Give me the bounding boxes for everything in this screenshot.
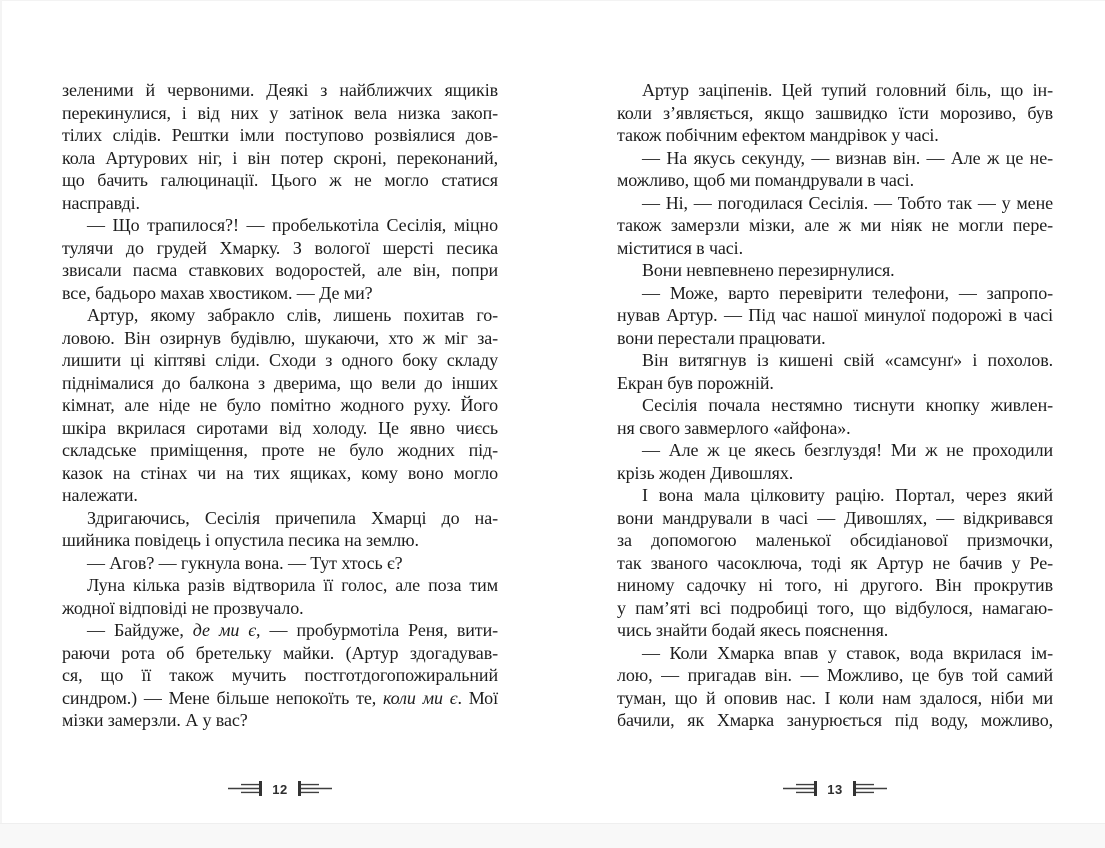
text-line: — Може, варто перевірити телефони, — запропо- bbox=[642, 282, 1053, 303]
text-line: — Ні, — погодилася Сесілія. — Тобто так — у мене bbox=[642, 192, 1053, 213]
text-line: — Що трапилося?! — пробелькотіла Сесілія, міцно bbox=[87, 215, 498, 235]
text-line: бачили, як Хмарка занурюється під воду, можливо, bbox=[617, 710, 1053, 730]
text-line: І вона мала цілковиту рацію. Портал, через який bbox=[642, 485, 1053, 505]
text-line: казок на стінах чи на тих ящиках, кому воно могло bbox=[62, 462, 498, 483]
text-line: Сесілія почала нестямно тиснути кнопку живлен- bbox=[642, 395, 1053, 415]
page-12-text bbox=[62, 79, 498, 732]
folio-rule-right-icon bbox=[851, 781, 887, 796]
text-line: Артур заціпенів. Цей тупий головний біль, що ін- bbox=[642, 80, 1053, 100]
text-line: вони мандрували в часі — Дивошлях, — відкривався bbox=[617, 507, 1053, 528]
text-line: перекинулися, і від них у затінок вела низка закоп- bbox=[62, 102, 498, 123]
text-line: кола Артурових ніг, і він потер скроні, переконаний, bbox=[62, 147, 498, 168]
text-line: Артур, якому забракло слів, лишень похитав го- bbox=[87, 305, 498, 325]
text-line: так званого часоключа, тоді як Артур не бачив у Ре- bbox=[617, 552, 1053, 573]
text-line: — Але ж це якесь безглуздя! Ми ж не проходили bbox=[642, 440, 1053, 460]
text-line: піднімалися до балкона з дверима, що вели до інших bbox=[62, 372, 498, 393]
text-line: мізки замерзли. А у вас? bbox=[62, 710, 248, 730]
text-line: також замерзли мізки, але ж ми ніяк не могли пере- bbox=[617, 215, 1053, 235]
text-line: лишити ці кіптяві сліди. Сходи з одного боку складу bbox=[62, 350, 498, 370]
page-bottom-shadow bbox=[0, 823, 1105, 848]
page-13-text bbox=[617, 79, 1053, 732]
text-line: крізь жоден Дивошлях. bbox=[617, 462, 794, 483]
text-line: ловою. Він озирнув будівлю, шукаючи, хто ж міг за- bbox=[62, 327, 498, 348]
text-line: — На якусь секунду, — визнав він. — Але ж це не- bbox=[642, 147, 1053, 168]
text-line: — Коли Хмарка впав у ставок, вода вкрилася ім- bbox=[642, 642, 1053, 663]
folio-rule-left-icon bbox=[783, 781, 819, 796]
text-line: ниному садочку ні того, ні другого. Він прокрутив bbox=[617, 575, 1053, 595]
folio-rule-left-icon bbox=[228, 781, 264, 796]
text-line: належати. bbox=[62, 485, 138, 505]
text-line: Здригаючись, Сесілія причепила Хмарці до на- bbox=[87, 507, 498, 528]
text-line: Він витягнув із кишені свій «самсунґ» і похолов. bbox=[642, 350, 1053, 370]
text-line: що бачить галюцинації. Цього ж не могло статися bbox=[62, 170, 498, 190]
text-line: у пам’яті всі подробиці того, що відбулося, намагаю- bbox=[617, 597, 1053, 618]
text-line: ня свого завмерлого «айфона». bbox=[617, 417, 851, 438]
text-line: міститися в часі. bbox=[617, 237, 743, 258]
page-left-edge bbox=[0, 0, 2, 847]
text-line: Луна кілька разів відтворила її голос, але поза тим bbox=[87, 575, 498, 595]
text-line: чись знайти бодай якесь пояснення. bbox=[617, 620, 889, 640]
text-line: лою, — пригадав він. — Можливо, це був той самий bbox=[617, 665, 1053, 685]
text-line: складське приміщення, проте не було жодних під- bbox=[62, 440, 498, 460]
page-top-edge bbox=[0, 0, 1105, 1]
text-line: тілих слідів. Рештки імли поступово розвіялися дов- bbox=[62, 125, 498, 145]
text-line: шкіра вкрилася сиротами від холоду. Це явно чиєсь bbox=[62, 417, 498, 438]
text-line: жодної відповіді не прозвучало. bbox=[62, 597, 304, 618]
text-line: можливо, щоб ми помандрували в часі. bbox=[617, 170, 914, 190]
text-line: — Агов? — гукнула вона. — Тут хтось є? bbox=[87, 552, 403, 573]
text-line: — Байдуже, де ми є, — пробурмотіла Реня, вити- bbox=[87, 620, 498, 640]
text-line: зеленими й червоними. Деякі з найближчих ящиків bbox=[62, 80, 498, 100]
text-line: кімнат, але ніде не було помітно жодного руху. Його bbox=[62, 395, 498, 415]
text-line: насправді. bbox=[62, 192, 140, 213]
text-line: туман, що й оповив нас. І коли нам здалося, ніби ми bbox=[617, 687, 1053, 708]
text-line: раючи рота об бретельку майки. (Артур здогадував- bbox=[62, 642, 498, 663]
text-line: все, бадьоро махав хвостиком. — Де ми? bbox=[62, 282, 373, 303]
page-13-footer bbox=[617, 781, 1053, 796]
text-line: звисали пасма ставкових водоростей, але він, попри bbox=[62, 260, 498, 280]
text-line: коли з’являється, якщо зашвидко їсти морозиво, був bbox=[617, 102, 1053, 123]
text-line: шийника повідець і опустила песика на землю. bbox=[62, 530, 419, 550]
text-line: ся, що її також мучить постготдогопожиральний bbox=[62, 665, 498, 685]
page-12-footer bbox=[62, 781, 498, 796]
text-line: також побічним ефектом мандрівок у часі. bbox=[617, 125, 939, 145]
text-line: нував Артур. — Під час нашої минулої подорожі в часі bbox=[617, 305, 1053, 325]
text-line: синдром.) — Мене більше непокоїть те, коли ми є. Мої bbox=[62, 687, 498, 708]
text-line: тулячи до грудей Хмарку. З вологої шерсті песика bbox=[62, 237, 498, 258]
text-line: Екран був порожній. bbox=[617, 372, 774, 393]
text-line: Вони невпевнено перезирнулися. bbox=[642, 260, 895, 280]
text-line: за допомогою маленької обсидіанової призмочки, bbox=[617, 530, 1053, 550]
page-number: 13 bbox=[827, 781, 843, 797]
folio-rule-right-icon bbox=[296, 781, 332, 796]
page-number: 12 bbox=[272, 781, 288, 797]
text-line: вони перестали працювати. bbox=[617, 327, 826, 348]
